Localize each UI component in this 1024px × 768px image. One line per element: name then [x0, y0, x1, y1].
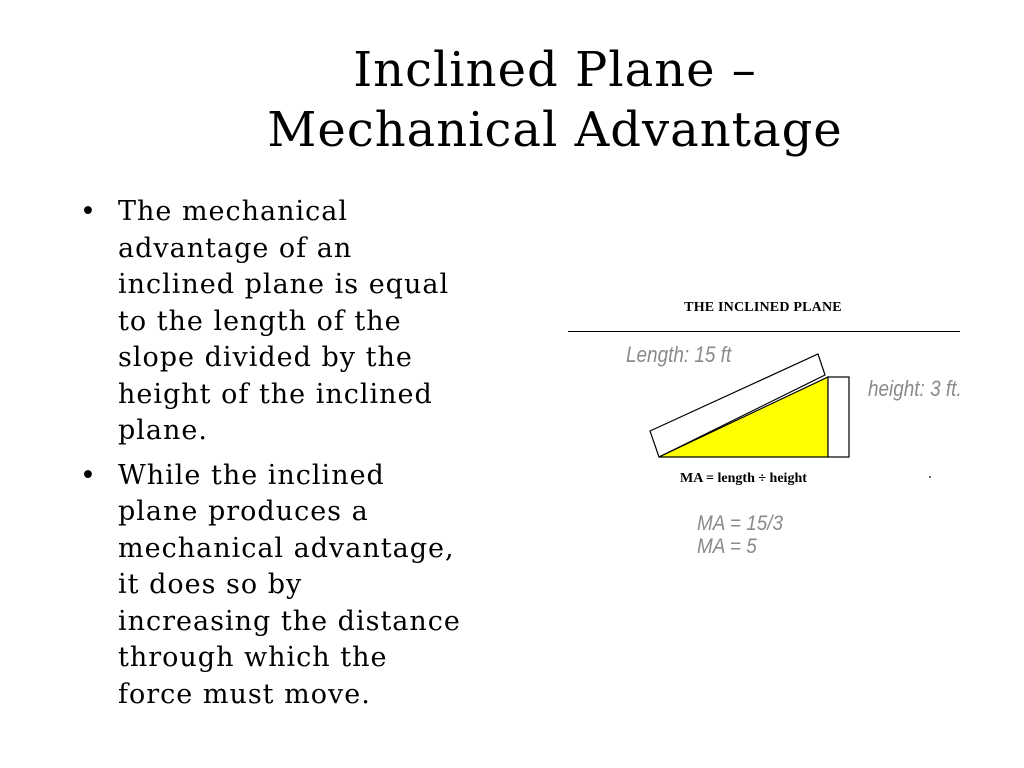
bullet-line: advantage of an	[118, 232, 353, 264]
bullet-line: force must move.	[118, 678, 371, 710]
figure-title: THE INCLINED PLANE	[684, 300, 842, 315]
title-line-1: Inclined Plane –	[353, 42, 757, 98]
bullet-line: to the length of the	[118, 305, 402, 337]
bullet-line: inclined plane is equal	[118, 269, 450, 300]
bullet-line: mechanical advantage,	[118, 532, 455, 564]
inclined-plane-figure	[560, 290, 1000, 580]
height-label: height: 3 ft.	[868, 376, 962, 401]
bullet-line: plane produces a	[118, 496, 369, 527]
length-label: Length: 15 ft	[626, 342, 732, 367]
bullet-item	[76, 458, 516, 714]
bullet-line: it does so by	[118, 569, 303, 600]
bullet-line: slope divided by the	[118, 342, 413, 373]
bullet-line: plane.	[118, 415, 208, 446]
calc-line-2: MA = 5	[697, 535, 757, 558]
title-line-2: Mechanical Advantage	[267, 102, 843, 158]
bullet-line: The mechanical	[118, 196, 349, 227]
bullet-line: increasing the distance	[118, 605, 461, 637]
calc-line-1: MA = 15/3	[697, 512, 783, 535]
bullet-marker: •	[80, 196, 97, 227]
bullet-line: through which the	[118, 642, 388, 673]
bullet-list	[76, 194, 516, 721]
slide-title	[200, 40, 910, 160]
bullet-line: While the inclined	[118, 459, 385, 491]
ma-formula: MA = length ÷ height	[680, 471, 807, 486]
stray-dot	[929, 476, 931, 478]
bullet-line: height of the inclined	[118, 378, 433, 410]
bullet-item	[76, 194, 516, 450]
height-bar	[828, 377, 849, 457]
bullet-marker: •	[80, 459, 97, 491]
ma-calculation	[697, 512, 783, 558]
